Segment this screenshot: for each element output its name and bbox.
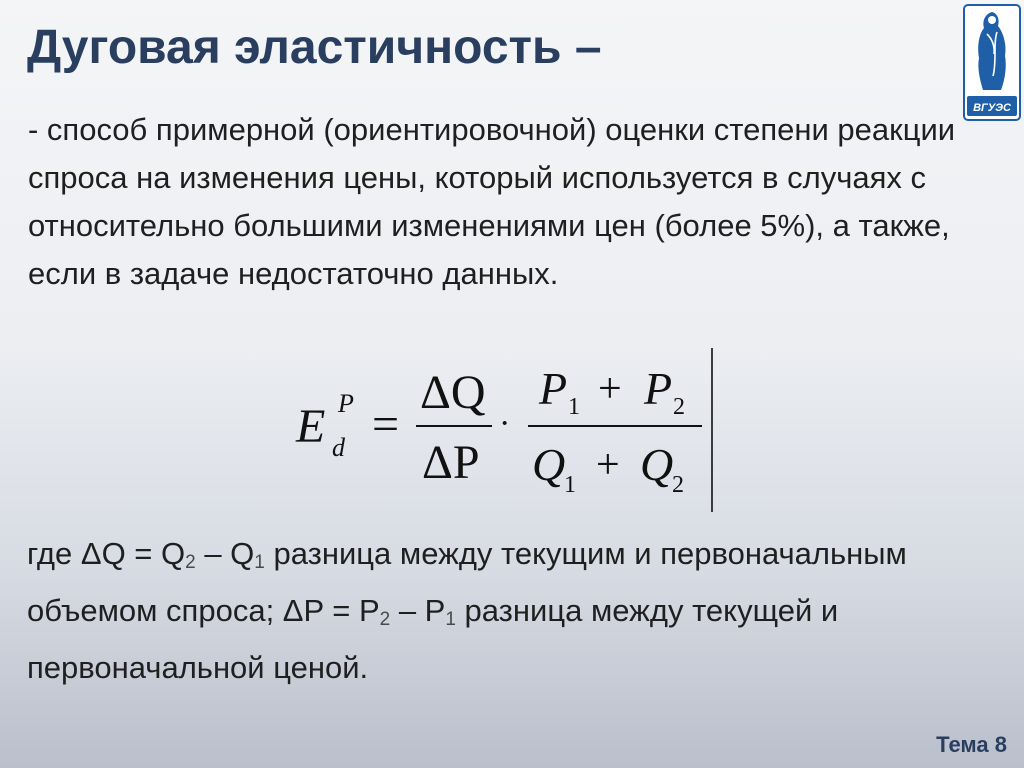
formula-lhs-sub: d bbox=[332, 433, 345, 462]
formula-frac2-plus-num: + bbox=[598, 366, 622, 412]
slide-title: Дуговая эластичность – bbox=[27, 21, 602, 74]
formula-frac2-plus-den: + bbox=[596, 442, 620, 488]
explanation-where: где ΔQ = Q bbox=[27, 536, 186, 571]
formula-frac2-den-b: Q bbox=[640, 439, 674, 490]
explanation-minus-q: – Q bbox=[195, 536, 255, 571]
formula-frac2-den-a-sub: 1 bbox=[564, 472, 576, 498]
formula-dot: · bbox=[499, 405, 511, 442]
formula-frac2-num-b: P bbox=[644, 363, 673, 414]
logo-text: ВГУЭС bbox=[973, 102, 1011, 114]
formula-lhs-sup: P bbox=[338, 389, 354, 418]
explanation-demand: разница между текущим и первоначальным объемом спроса; ΔP = P bbox=[27, 536, 907, 628]
definition-text: - способ примерной (ориентировочной) оценки степени реакции спроса на изменения цены, который используется в случаях с относительно большими изменениями цен (более 5%), а также, если в задаче недостаточно данных. bbox=[28, 112, 956, 291]
formula-frac2-den-a: Q bbox=[532, 439, 566, 490]
arc-elasticity-formula bbox=[292, 346, 732, 514]
explanation-sub-q2: 2 bbox=[185, 552, 196, 573]
formula-frac2-num-a-sub: 1 bbox=[568, 394, 580, 420]
formula-lhs-base: E bbox=[296, 400, 326, 453]
formula-frac1-den: ΔP bbox=[422, 436, 480, 489]
explanation-sub-q1: 1 bbox=[254, 552, 265, 573]
explanation-sub-p1: 1 bbox=[445, 609, 456, 630]
formula-frac1-num: ΔQ bbox=[420, 366, 486, 419]
explanation-price: разница между текущей и первоначальной ценой. bbox=[27, 593, 839, 685]
formula-frac2-num-a: P bbox=[539, 363, 568, 414]
explanation-minus-p: – P bbox=[390, 593, 446, 628]
explanation-text bbox=[27, 525, 927, 696]
topic-footer: Тема 8 bbox=[936, 732, 1007, 757]
university-logo bbox=[963, 4, 1021, 121]
formula-frac2-num-b-sub: 2 bbox=[673, 394, 685, 420]
formula-frac2-den-b-sub: 2 bbox=[672, 472, 684, 498]
explanation-sub-p2: 2 bbox=[379, 609, 391, 630]
formula-equals: = bbox=[372, 398, 400, 451]
